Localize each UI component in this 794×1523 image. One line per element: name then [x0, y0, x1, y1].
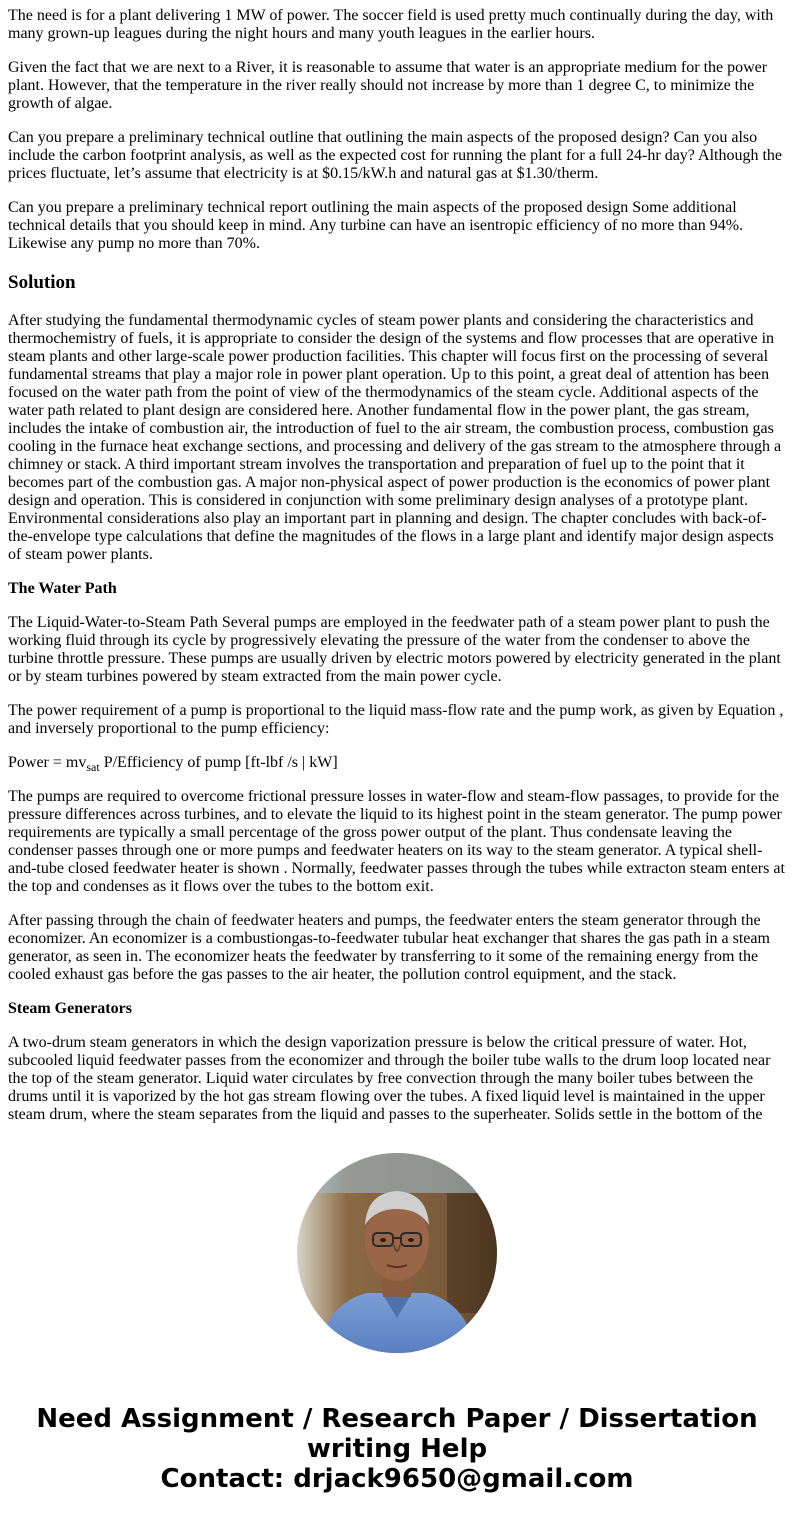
promo-line-contact: Contact: drjack9650@gmail.com [160, 1464, 634, 1494]
water-path-paragraph-1: The Liquid-Water-to-Steam Path Several pumps are employed in the feedwater path of a steam power plant to push the working fluid through its cycle by progressively elevating the pressure of the water from the condenser to above the turbine throttle pressure. These pumps are usually driven by electric motors powered by electricity generated in the plant or by steam turbines powered by steam extracted from the main power cycle. [8, 614, 781, 685]
pump-power-equation [8, 754, 786, 772]
water-path-paragraph-2: The power requirement of a pump is proportional to the liquid mass-flow rate and the pump work, as given by Equation , and inversely proportional to the pump efficiency: [8, 702, 784, 737]
promo-line-help: Need Assignment / Research Paper / Dissertation writing Help [36, 1404, 758, 1464]
intro-paragraph-2: Given the fact that we are next to a River, it is reasonable to assume that water is an appropriate medium for the power plant. However, that the temperature in the river really should not increase by more than 1 degree C, to minimize the growth of algae. [8, 59, 768, 112]
steam-generators-heading: Steam Generators [8, 1000, 132, 1017]
author-avatar [297, 1153, 497, 1353]
intro-paragraph-4: Can you prepare a preliminary technical report outlining the main aspects of the proposed design Some additional technical details that you should keep in mind. Any turbine can have an isentropic efficiency of no more than 94%. Likewise any pump no more than 70%. [8, 199, 744, 252]
intro-paragraph-3: Can you prepare a preliminary technical outline that outlining the main aspects of the proposed design? Can you also include the carbon footprint analysis, as well as the expected cost for running the plant for a full 24-hr day? Although the prices fluctuate, let’s assume that electricity is at $0.15/kW.h and natural gas at $1.30/therm. [8, 129, 782, 182]
solution-paragraph: After studying the fundamental thermodynamic cycles of steam power plants and considering the characteristics and thermochemistry of fuels, it is appropriate to consider the design of the systems and flow processes that are operative in steam plants and other large-scale power production facilities. This chapter will focus first on the processing of several fundamental streams that play a major role in power plant operation. Up to this point, a great deal of attention has been focused on the water path from the point of view of the thermodynamics of the steam cycle. Additional aspects of the water path related to plant design are considered here. Another fundamental flow in the power plant, the gas stream, includes the intake of combustion air, the introduction of fuel to the air stream, the combustion process, combustion gas cooling in the furnace heat exchange sections, and processing and delivery of the gas stream to the atmosphere through a chimney or stack. A third important stream involves the transportation and preparation of fuel up to the point that it becomes part of the combustion gas. A major non-physical aspect of power production is the economics of power plant design and operation. This is considered in conjunction with some preliminary design analyses of a prototype plant. Environmental considerations also play an important part in planning and design. The chapter concludes with back-of-the-envelope type calculations that define the magnitudes of the flows in a large plant and identify major design aspects of steam power plants. [8, 312, 782, 563]
solution-heading: Solution [8, 272, 76, 293]
water-path-paragraph-3: The pumps are required to overcome frictional pressure losses in water-flow and steam-flow passages, to provide for the pressure differences across turbines, and to elevate the liquid to its highest point in the steam generator. The pump power requirements are typically a small percentage of the gross power output of the plant. Thus condensate leaving the condenser passes through one or more pumps and feedwater heaters on its way to the steam generator. A typical shell-and-tube closed feedwater heater is shown . Normally, feedwater passes through the tubes while extracton steam enters at the top and condenses as it flows over the tubes to the bottom exit. [8, 788, 785, 895]
article-body [8, 7, 786, 1124]
promo-banner [0, 1404, 794, 1494]
water-path-paragraph-4: After passing through the chain of feedwater heaters and pumps, the feedwater enters the steam generator through the economizer. An economizer is a combustiongas-to-feedwater tubular heat exchanger that shares the gas path in a steam generator, as seen in. The economizer heats the feedwater by transferring to it some of the remaining energy from the cooled exhaust gas before the gas passes to the air heater, the pollution control equipment, and the stack. [8, 912, 770, 983]
intro-paragraph-1: The need is for a plant delivering 1 MW of power. The soccer field is used pretty much continually during the day, with many grown-up leagues during the night hours and many youth leagues in the earlier hours. [8, 7, 774, 42]
steam-generators-paragraph-1: A two-drum steam generators in which the design vaporization pressure is below the critical pressure of water. Hot, subcooled liquid feedwater passes from the economizer and through the boiler tube walls to the drum loop located near the top of the steam generator. Liquid water circulates by free convection through the many boiler tubes between the drums until it is vaporized by the hot gas stream flowing over the tubes. A fixed liquid level is maintained in the upper steam drum, where the steam separates from the liquid and passes to the superheater. Solids settle in the bottom of the [8, 1034, 771, 1123]
equation-subscript: sat [86, 760, 100, 774]
equation-suffix: P/Efficiency of pump [ft-lbf /s | kW] [99, 754, 338, 771]
equation-prefix: Power = mv [8, 754, 87, 771]
water-path-heading: The Water Path [8, 580, 117, 597]
